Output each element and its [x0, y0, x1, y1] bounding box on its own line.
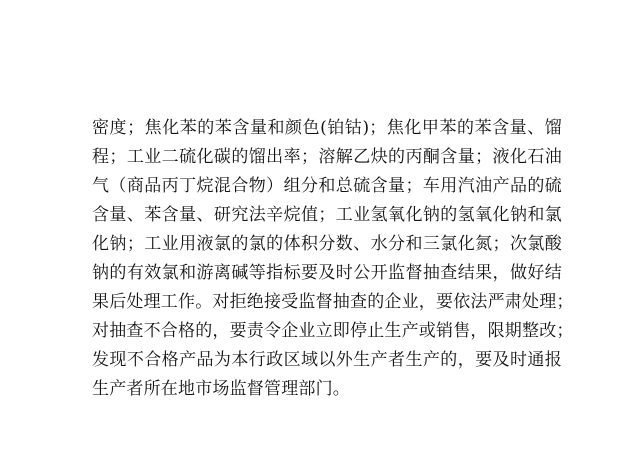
paragraph-line-6: 钠的有效氯和游离碱等指标要及时公开监督抽查结果，做好结 [92, 263, 562, 283]
paragraph-line-9: 发现不合格产品为本行政区域以外生产者生产的，要及时通报 [92, 350, 562, 370]
paragraph-line-4: 含量、苯含量、研究法辛烷值；工业氢氧化钠的氢氧化钠和氯 [92, 205, 562, 225]
paragraph-line-10: 生产者所在地市场监督管理部门。 [92, 379, 350, 399]
paragraph-line-1: 密度；焦化苯的苯含量和颜色(铂钴)；焦化甲苯的苯含量、馏 [92, 118, 562, 138]
paragraph-line-5: 化钠；工业用液氯的氯的体积分数、水分和三氯化氮；次氯酸 [92, 234, 562, 254]
paragraph-line-3: 气（商品丙丁烷混合物）组分和总硫含量；车用汽油产品的硫 [92, 176, 562, 196]
body-paragraph [92, 114, 574, 404]
paragraph-line-8: 对抽查不合格的，要责令企业立即停止生产或销售，限期整改； [92, 321, 574, 341]
paragraph-line-7: 果后处理工作。对拒绝接受监督抽查的企业，要依法严肃处理； [92, 292, 574, 312]
paragraph-line-2: 程；工业二硫化碳的馏出率；溶解乙炔的丙酮含量；液化石油 [92, 147, 562, 167]
